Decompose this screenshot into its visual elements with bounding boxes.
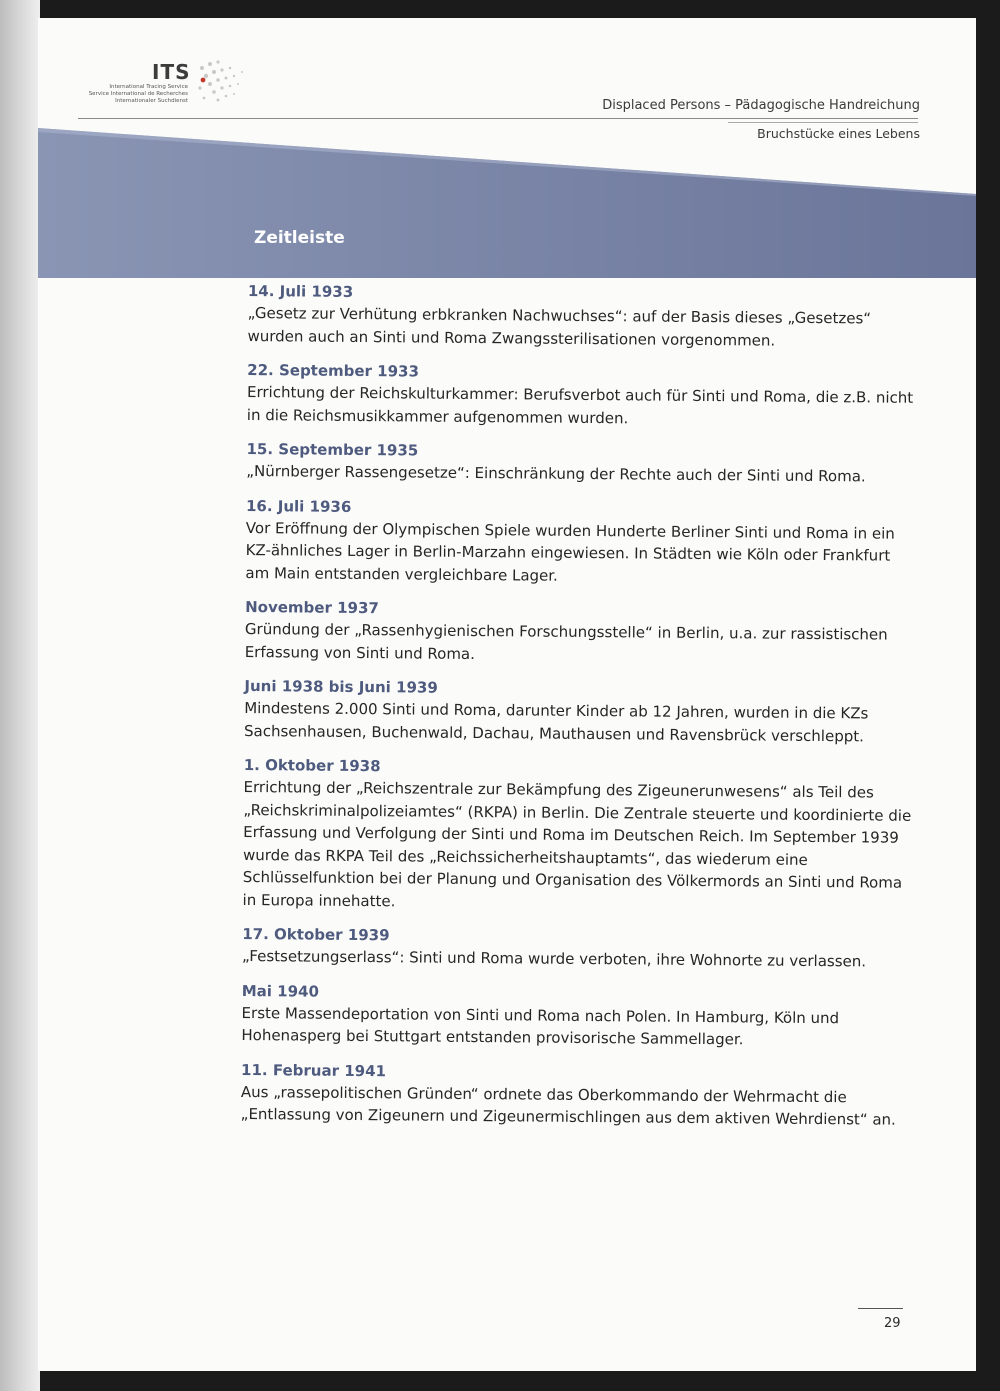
footer-rule: [858, 1308, 903, 1309]
timeline-entry: [242, 923, 912, 973]
timeline-entry: [247, 280, 918, 353]
timeline-entry: [247, 359, 918, 432]
header-rule: [78, 118, 918, 119]
entry-date: 22. September 1933: [247, 360, 420, 381]
timeline-entry: [241, 979, 912, 1052]
timeline-entry: [242, 754, 913, 917]
section-title: Zeitleiste: [254, 228, 345, 248]
entry-date: November 1937: [245, 597, 379, 618]
entry-date: 11. Februar 1941: [241, 1060, 387, 1080]
timeline-entry: [245, 596, 916, 669]
section-band: [38, 128, 976, 278]
its-logo: [80, 54, 250, 116]
entry-date: 1. Oktober 1938: [243, 755, 381, 776]
entry-text: Gründung der „Rassenhygienischen Forschungsstelle“ in Berlin, u.a. zur rassistischen Erfassung von Sinti und Roma.: [244, 619, 888, 663]
logo-line-1: International Tracing Service: [109, 84, 188, 90]
entry-text: „Festsetzungserlass“: Sinti und Roma wurde verboten, ihre Wohnorte zu verlassen.: [242, 946, 867, 971]
timeline: [241, 280, 918, 1143]
logo-line-3: Internationaler Suchdienst: [115, 98, 188, 104]
header-sub-rule: [728, 122, 918, 123]
timeline-entry: [246, 438, 916, 488]
entry-date: Juni 1938 bis Juni 1939: [244, 676, 438, 697]
logo-mark: ITS: [152, 60, 191, 84]
entry-date: 14. Juli 1933: [247, 281, 354, 301]
logo-dots-graphic: [192, 54, 252, 114]
entry-date: 15. September 1935: [246, 439, 419, 460]
entry-text: Aus „rassepolitischen Gründen“ ordnete das Oberkommando der Wehrmacht die „Entlassung von Zigeunern und Zigeunermischlingen aus dem aktiven Wehrdienst“ an.: [240, 1082, 896, 1129]
header-subtitle: Bruchstücke eines Lebens: [757, 126, 920, 141]
previous-page-edge: [0, 0, 40, 1391]
entry-text: Erste Massendeportation von Sinti und Roma nach Polen. In Hamburg, Köln und Hohenasperg bei Stuttgart entstanden provisorische Sammellager.: [241, 1003, 840, 1049]
entry-date: Mai 1940: [241, 981, 320, 1001]
entry-text: „Nürnberger Rassengesetze“: Einschränkung der Rechte auch der Sinti und Roma.: [246, 461, 866, 486]
page-number: 29: [884, 1316, 901, 1331]
timeline-entry: [241, 1058, 912, 1131]
logo-line-2: Service International de Recherches: [88, 91, 188, 97]
entry-text: „Gesetz zur Verhütung erbkranken Nachwuchses“: auf der Basis dieses „Gesetzes“ wurden auch an Sinti und Roma Zwangssterilisationen vorgenommen.: [247, 303, 872, 350]
entry-text: Errichtung der Reichskulturkammer: Berufsverbot auch für Sinti und Roma, die z.B. nicht in die Reichsmusikkammer aufgenommen wurden.: [246, 382, 914, 427]
timeline-entry: [244, 675, 915, 748]
timeline-entry: [245, 494, 916, 589]
entry-date: 16. Juli 1936: [245, 496, 352, 516]
entry-text: Vor Eröffnung der Olympischen Spiele wurden Hunderte Berliner Sinti und Roma in ein KZ-ähnliches Lager in Berlin-Marzahn eingewiesen. In Städten wie Köln oder Frankfurt am Main entstanden vergleichbare Lager.: [245, 518, 895, 585]
entry-text: Mindestens 2.000 Sinti und Roma, darunter Kinder ab 12 Jahren, wurden in die KZs Sachsenhausen, Buchenwald, Dachau, Mauthausen und Ravensbrück verschleppt.: [243, 698, 869, 745]
entry-date: 17. Oktober 1939: [242, 924, 390, 945]
document-page: [38, 18, 976, 1371]
header-title: Displaced Persons – Pädagogische Handreichung: [602, 98, 920, 113]
entry-text: Errichtung der „Reichszentrale zur Bekämpfung des Zigeunerunwesens“ als Teil des „Reichskriminalpolizeiamtes“ (RKPA) in Berlin. Die Zentrale steuerte und koordinierte die Erfassung und Verfolgung der Sinti und Roma im Deutschen Reich. Im September 1939 wurde das RKPA Teil des „Reichssicherheitshauptamts“, das wiederum eine Schlüsselfunktion bei der Planung und Organisation des Völkermords an Sinti und Roma in Europa innehatte.: [242, 777, 912, 910]
